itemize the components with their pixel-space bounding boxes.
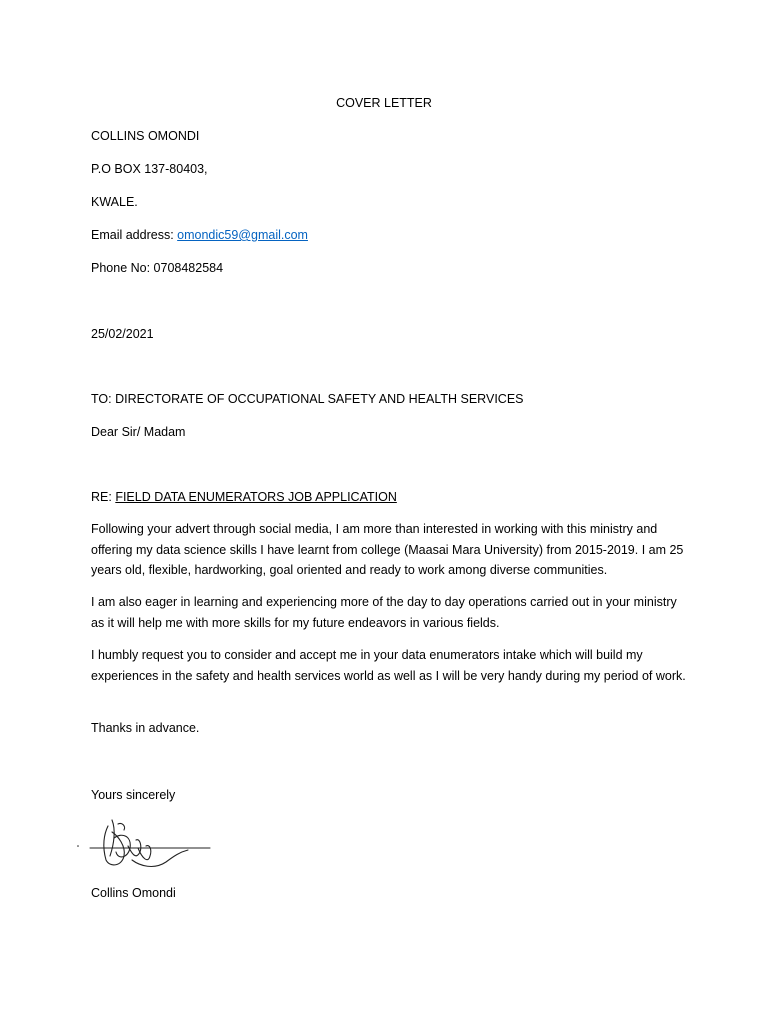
letter-date: 25/02/2021 [91, 327, 154, 341]
body-paragraph-1: Following your advert through social media, I am more than interested in working with this ministry and offering my data science skills I have learnt from college (Maasai Mara University) from 2015-2019. I am 25 years old, flexible, hardworking, goal oriented and ready to work among diverse communities. [91, 522, 684, 577]
salutation: Dear Sir/ Madam [91, 425, 186, 439]
recipient: TO: DIRECTORATE OF OCCUPATIONAL SAFETY AND HEALTH SERVICES [91, 392, 524, 406]
sender-name: COLLINS OMONDI [91, 129, 200, 143]
handwritten-signature [70, 808, 220, 878]
body-paragraph-3: I humbly request you to consider and accept me in your data enumerators intake which will build my experiences in the safety and health services world as well as I will be very handy during my period of work. [91, 648, 686, 683]
email-label: Email address: [91, 228, 178, 242]
subject-line [91, 487, 397, 507]
document-title: COVER LETTER [336, 96, 432, 110]
sender-address-line2: KWALE. [91, 195, 138, 209]
closing-line: Yours sincerely [91, 788, 176, 802]
sender-address-line1: P.O BOX 137-80403, [91, 162, 208, 176]
signature-name: Collins Omondi [91, 886, 176, 900]
subject-text: FIELD DATA ENUMERATORS JOB APPLICATION [115, 490, 397, 504]
body-paragraph-2: I am also eager in learning and experiencing more of the day to day operations carried out in your ministry as it will help me with more skills for my future endeavors in various fields. [91, 595, 677, 630]
email-link[interactable]: omondic59@gmail.com [177, 228, 308, 242]
subject-prefix: RE: [91, 490, 116, 504]
sender-phone: Phone No: 0708482584 [91, 261, 224, 275]
sender-email-line [91, 225, 308, 245]
thanks-line: Thanks in advance. [91, 721, 200, 735]
